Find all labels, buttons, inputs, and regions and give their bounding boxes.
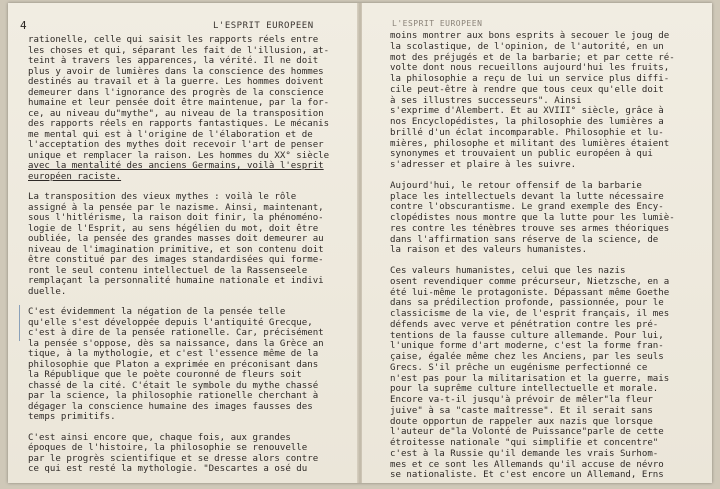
text-line: Aujourd'hui, le retour offensif de la barbarie bbox=[390, 180, 642, 191]
text-line: c'est à dire de la pensée rationelle. Car, précisément bbox=[28, 328, 324, 339]
text-line: C'est ainsi encore que, chaque fois, aux grandes bbox=[28, 432, 291, 443]
text-line: rationelle, celle qui saisit les rapports réels entre bbox=[28, 35, 319, 45]
pencil-margin-mark bbox=[19, 305, 21, 341]
text-line: pour la suprême culture intellectuelle et morale. bbox=[390, 384, 659, 395]
text-line: cile peut-être à rendre que tous ceux qu'elle doit bbox=[390, 84, 664, 95]
text-line: destinés au travail et à la guerre. Les hommes doivent bbox=[28, 77, 324, 87]
text-line: été lui-même le protagoniste. Dépassant même Goethe bbox=[390, 287, 670, 298]
text-line: être constitué par des images standardisées qui forme- bbox=[28, 255, 324, 266]
running-head: L'ESPRIT EUROPEEN bbox=[213, 21, 314, 31]
text-line: la raison et des valeurs humanistes. bbox=[390, 245, 588, 256]
text-line: la République que le poète couronné de fleurs soit bbox=[28, 370, 302, 381]
text-line: c'est à la Russie qu'il demande les vrais Surhom- bbox=[390, 448, 659, 459]
text-line: mières, philosophe et militant des lumières étaient bbox=[390, 138, 670, 149]
right-page bbox=[362, 3, 712, 483]
text-line: logie de l'Esprit, au sens hégélien du mot, doit être bbox=[28, 223, 319, 234]
text-line: chassé de la cité. C'était le symbole du mythe chassé bbox=[28, 380, 319, 391]
left-page bbox=[8, 3, 358, 483]
text-line: la pensée s'oppose, dès sa naissance, dans la Grèce an bbox=[28, 338, 324, 349]
text-line: les choses et qui, séparant les fait de l'illusion, at- bbox=[28, 45, 330, 56]
text-line: contre l'obscurantisme. Le grand exemple des Ency- bbox=[390, 202, 664, 213]
text-line: temps primitifs. bbox=[28, 412, 116, 423]
text-line: n'est pas pour la militarisation et la guerre, mais bbox=[390, 373, 670, 384]
text-line: plus y avoir de lumières dans la conscience des hommes bbox=[28, 66, 324, 77]
text-line: sous l'hitlérisme, la raison doit finir, la phénoméno- bbox=[28, 213, 324, 224]
text-line: niveau de l'imagination primitive, et son contenu doit bbox=[28, 244, 324, 255]
text-line: res contre les ténèbres trouve ses armes théoriques bbox=[390, 223, 670, 234]
running-head-faded: L'ESPRIT EUROPEEN bbox=[392, 19, 483, 28]
text-line: dégager la conscience humaine des images fausses des bbox=[28, 401, 313, 412]
right-paragraph-2 bbox=[390, 181, 706, 256]
text-line: ce, au niveau du"mythe", au niveau de la transposition bbox=[28, 108, 324, 119]
text-line: l'auteur de"la Volonté de Puissance"parle de cette bbox=[390, 427, 664, 438]
text-line: remplaçant la personnalité humaine nationale et indivi bbox=[28, 276, 324, 287]
text-line: tique, à la mythologie, et c'est l'essence même de la bbox=[28, 349, 319, 360]
text-line: défends avec verve et pénétration contre les pré- bbox=[390, 319, 659, 330]
text-line: époques de l'histoire, la philosophie se renouvelle bbox=[28, 443, 308, 454]
text-line: assigné à la pensée par le nazisme. Ainsi, maintenant, bbox=[28, 202, 324, 213]
text-line: me mental qui est à l'origine de l'élaboration et de bbox=[28, 129, 313, 140]
text-line: à ses illustres successeurs". Ainsi bbox=[390, 95, 582, 106]
text-line: étroitesse nationale "qui simplifie et concentre" bbox=[390, 438, 659, 448]
text-line: ront le seul contenu intellectuel de la Rassenseele bbox=[28, 265, 308, 276]
text-line: dans sa prédilection profonde, passionnée, pour le bbox=[390, 298, 664, 309]
left-paragraph-1 bbox=[28, 35, 348, 182]
text-line: classicisme de la vie, de l'esprit français, il mes bbox=[390, 309, 670, 319]
text-line: La transposition des vieux mythes : voilà le rôle bbox=[28, 192, 297, 203]
text-line: synonymes et trouvaient un public européen à qui bbox=[390, 149, 653, 160]
text-line: doute opportun de rappeler aux nazis que lorsque bbox=[390, 416, 653, 427]
text-line: duelle. bbox=[28, 286, 67, 297]
text-line: avec la mentalité des anciens Germains, voilà l'esprit bbox=[28, 161, 324, 171]
text-line: mot des préjugés et de la barbarie; et par cette ré- bbox=[390, 52, 675, 63]
text-line: osent revendiquer comme précurseur, Nietzsche, en a bbox=[390, 276, 670, 287]
text-line: dans l'affirmation sans réserve de la science, de bbox=[390, 234, 659, 245]
text-line: teint à travers les apparences, la vérité. Il ne doit bbox=[28, 56, 319, 66]
left-paragraph-2 bbox=[28, 192, 348, 297]
text-line: mes et ce sont les Allemands qu'il accuse de névro bbox=[390, 459, 664, 470]
text-line: tentions de la fausse culture allemande. Pour lui, bbox=[390, 330, 664, 341]
text-line: s'adresser et plaire à les suivre. bbox=[390, 160, 577, 170]
text-line: par la science, la philosophie rationelle cherchant à bbox=[28, 391, 319, 402]
text-line: juive" à sa "caste maîtresse". Et il serait sans bbox=[390, 405, 653, 416]
text-line: nos Encyclopédistes, la philosophie des lumières a bbox=[390, 117, 664, 127]
page-number: 4 bbox=[20, 19, 27, 32]
text-line: s'exprime d'Alembert. Et au XVIII° siècle, grâce à bbox=[390, 106, 664, 117]
text-line: unique et remplacer la raison. Les hommes du XX° siècle bbox=[28, 150, 330, 161]
text-line: européen raciste. bbox=[28, 171, 122, 182]
text-line: volte dont nous recueillons aujourd'hui les fruits, bbox=[390, 63, 670, 74]
text-line: l'acceptation des mythes doit recevoir l'art de penser bbox=[28, 140, 324, 150]
text-line: se nationaliste. Et c'est encore un Allemand, Erns bbox=[390, 470, 664, 481]
text-line: Ces valeurs humanistes, celui que les nazis bbox=[390, 266, 626, 276]
text-line: philosophie que Platon a exprimée en préconisant dans bbox=[28, 359, 319, 370]
text-line: clopédistes nous montre que la lutte pour les lumiè- bbox=[390, 213, 675, 223]
left-paragraph-4 bbox=[28, 433, 348, 475]
right-paragraph-3 bbox=[390, 266, 706, 481]
text-line: ce qui est resté la mythologie. "Descartes a osé du bbox=[28, 464, 308, 475]
text-line: moins montrer aux bons esprits à secouer le joug de bbox=[390, 31, 670, 41]
left-paragraph-3 bbox=[28, 307, 348, 423]
text-line: çaise, égalée même chez les Anciens, par les seuls bbox=[390, 352, 664, 362]
text-line: Encore va-t-il jusqu'à prévoir de mêler"la fleur bbox=[390, 395, 653, 405]
text-line: la scolastique, de l'opinion, de l'autorité, en un bbox=[390, 41, 664, 52]
text-line: C'est évidemment la négation de la pensée telle bbox=[28, 307, 286, 318]
text-line: l'unique forme d'art moderne, c'est la forme fran- bbox=[390, 341, 664, 352]
text-line: par le progrès scientifique et se dresse alors contre bbox=[28, 453, 319, 464]
text-line: la philosophie a reçu de lui un service plus diffi- bbox=[390, 74, 670, 84]
right-paragraph-1 bbox=[390, 31, 706, 171]
text-line: des rapports réels en rapports fantastiques. Le mécanis bbox=[28, 119, 330, 129]
document-spread bbox=[8, 3, 712, 483]
text-line: brillé d'un éclat incomparable. Philosophie et lu- bbox=[390, 127, 664, 138]
text-line: oubliée, la pensée des grandes masses doit demeurer au bbox=[28, 234, 324, 245]
text-line: Grecs. S'il prêche un eugénisme perfectionné ce bbox=[390, 362, 648, 373]
text-line: qu'elle s'est développée depuis l'antiquité Grecque, bbox=[28, 317, 313, 328]
text-line: demeurer dans l'ignorance des progrès de la conscience bbox=[28, 87, 324, 98]
text-line: place les intellectuels devant la lutte nécessaire bbox=[390, 191, 664, 202]
text-line: humaine et leur pensée doit être maintenue, par la for- bbox=[28, 98, 330, 108]
